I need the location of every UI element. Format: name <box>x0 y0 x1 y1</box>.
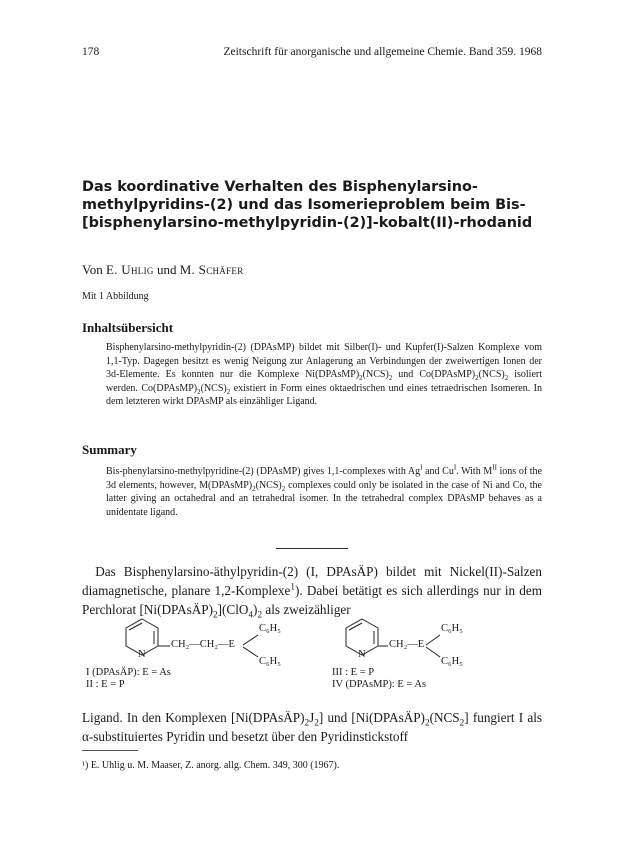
s2-phenyl-top: C₆H₅ <box>441 623 463 634</box>
author-2: M. Schäfer <box>179 262 244 277</box>
s1-label-I: I (DPAsÄP): E = As <box>86 667 171 678</box>
footnote-rule <box>82 750 138 751</box>
s1-ring-nitrogen: N <box>138 649 146 660</box>
s1-chain: CH₂—CH₂—E <box>171 639 235 650</box>
body-paragraph-1: Das Bisphenylarsino-äthylpyridin-(2) (I, DPAsÄP) bildet mit Nickel(II)-Salzen diamagnetische, planare 1,2-Komplexe$^1$). Dabei betätigt es sich allerdings nur in dem Perchlorat $[Ni(DPAsÄP)_2](ClO_4)_2$ als zweizähliger <box>82 564 543 620</box>
summary-heading: Summary <box>82 442 137 457</box>
s2-label-IV: IV (DPAsMP): E = As <box>332 679 427 690</box>
s2-label-III: III : E = P <box>332 667 375 678</box>
author-1: E. Uhlig <box>105 262 154 277</box>
s1-phenyl-bottom: C₆H₅ <box>259 656 281 667</box>
section-divider <box>276 548 348 549</box>
page-number: 178 <box>82 46 100 58</box>
author-prefix: Von <box>82 262 103 277</box>
s1-phenyl-top: C₆H₅ <box>259 623 281 634</box>
footnote-marker: ¹) <box>82 760 89 771</box>
article-title: Das koordinative Verhalten des Bisphenylarsino-methylpyridins-(2) und das Isomerieproblem beim Bis-[bisphenylarsino-methylpyridin-(2)]-kobalt(II)-rhodanid <box>82 179 533 231</box>
figure-count-note: Mit 1 Abbildung <box>82 291 149 302</box>
author-line <box>82 262 244 278</box>
footnote-text: E. Uhlig u. M. Maaser, Z. anorg. allg. Chem. 349, 300 (1967). <box>90 760 340 771</box>
s1-label-II: II : E = P <box>86 679 125 690</box>
journal-title: Zeitschrift für anorganische und allgemeine Chemie. Band 359. 1968 <box>223 46 542 58</box>
s2-phenyl-bottom: C₆H₅ <box>441 656 463 667</box>
abstract-de-text: Bisphenylarsino-methylpyridin-(2) (DPAsMP) bildet mit Silber(I)- und Kupfer(I)-Salzen Komplexe vom 1,1-Typ. Dagegen besitzt es wenig Neigung zur Anlagerung an Verbindungen der zweiwertigen Ionen der 3d-Elemente. Es konnten nur die Komplexe $Ni(DPAsMP)_2(NCS)_2$ und $Co(DPAsMP)_2(NCS)_2$ isoliert werden. $Co(DPAsMP)_2(NCS)_2$ existiert in Form eines oktaedrischen und eines tetraedrischen Isomeren. In dem letzteren wirkt DPAsMP als einzähliger Ligand. <box>106 342 543 408</box>
s2-chain: CH₂—E <box>389 639 425 650</box>
body-paragraph-1-continued: Ligand. In den Komplexen $[Ni(DPAsÄP)_2J_2]$ und [$Ni(DPAsÄP)_2(NCS_2]$ fungiert I als α-substituiertes Pyridin und besetzt über den Pyridinstickstoff <box>82 710 542 744</box>
chemical-structures <box>32 615 592 697</box>
s2-ring-nitrogen: N <box>358 649 366 660</box>
summary-text: Bis-phenylarsino-methylpyridine-(2) (DPAsMP) gives 1,1-complexes with $Ag^I$ and $Cu^I$. With $M^{II}$ ions of the 3d elements, however, $M(DPAsMP)_2(NCS)_2$ complexes could only be isolated in the case of Ni and Co, the latter giving an octahedral and an tetrahedral isomer. In the tetrahedral complex DPAsMP behaves as a unidentate ligand. <box>106 463 542 518</box>
footnote-1 <box>82 760 542 771</box>
abstract-de-heading: Inhaltsübersicht <box>82 320 174 335</box>
author-conjunction: und <box>156 262 177 277</box>
